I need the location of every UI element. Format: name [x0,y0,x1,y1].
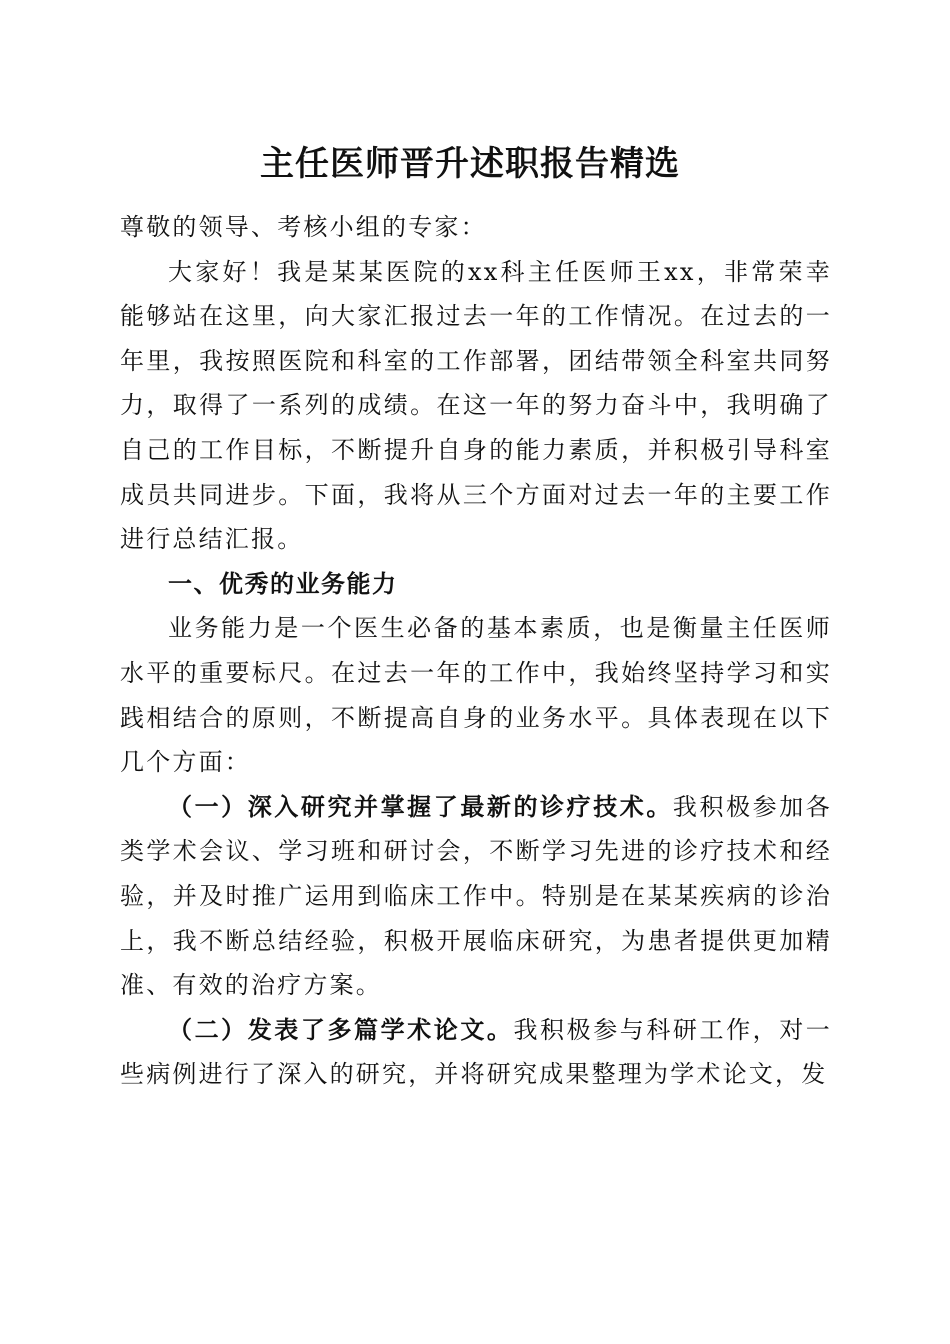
section-heading-1: 一、优秀的业务能力 [168,569,398,598]
intro-paragraph: 大家好！我是某某医院的xx科主任医师王xx，非常荣幸能够站在这里，向大家汇报过去一年的工作情况。在过去的一年里，我按照医院和科室的工作部署，团结带领全科室共同努力，取得了一系列的成绩。在这一年的努力奋斗中，我明确了自己的工作目标，不断提升自身的能力素质，并积极引导科室成员共同进步。下面，我将从三个方面对过去一年的主要工作进行总结汇报。 [120,257,832,554]
item-2-body: 我积极参与科研工作，对一些病例进行了深入的研究，并将研究成果整理为学术论文，发 [120,1015,832,1089]
document-title: 主任医师晋升述职报告精选 [260,144,680,184]
document-body [120,205,832,1097]
item-2-paragraph [120,1008,832,1097]
item-2-lead: （二）发表了多篇学术论文。 [168,1014,514,1044]
item-1-paragraph [120,785,832,1008]
salutation: 尊敬的领导、考核小组的专家： [120,213,487,241]
item-1-body: 我积极参加各类学术会议、学习班和研讨会，不断学习先进的诊疗技术和经验，并及时推广运用到临床工作中。特别是在某某疾病的诊治上，我不断总结经验，积极开展临床研究，为患者提供更加精准、有效的治疗方案。 [120,792,832,1000]
item-1-lead: （一）深入研究并掌握了最新的诊疗技术。 [168,791,673,821]
section-1-paragraph: 业务能力是一个医生必备的基本素质，也是衡量主任医师水平的重要标尺。在过去一年的工作中，我始终坚持学习和实践相结合的原则，不断提高自身的业务水平。具体表现在以下几个方面： [120,614,832,777]
